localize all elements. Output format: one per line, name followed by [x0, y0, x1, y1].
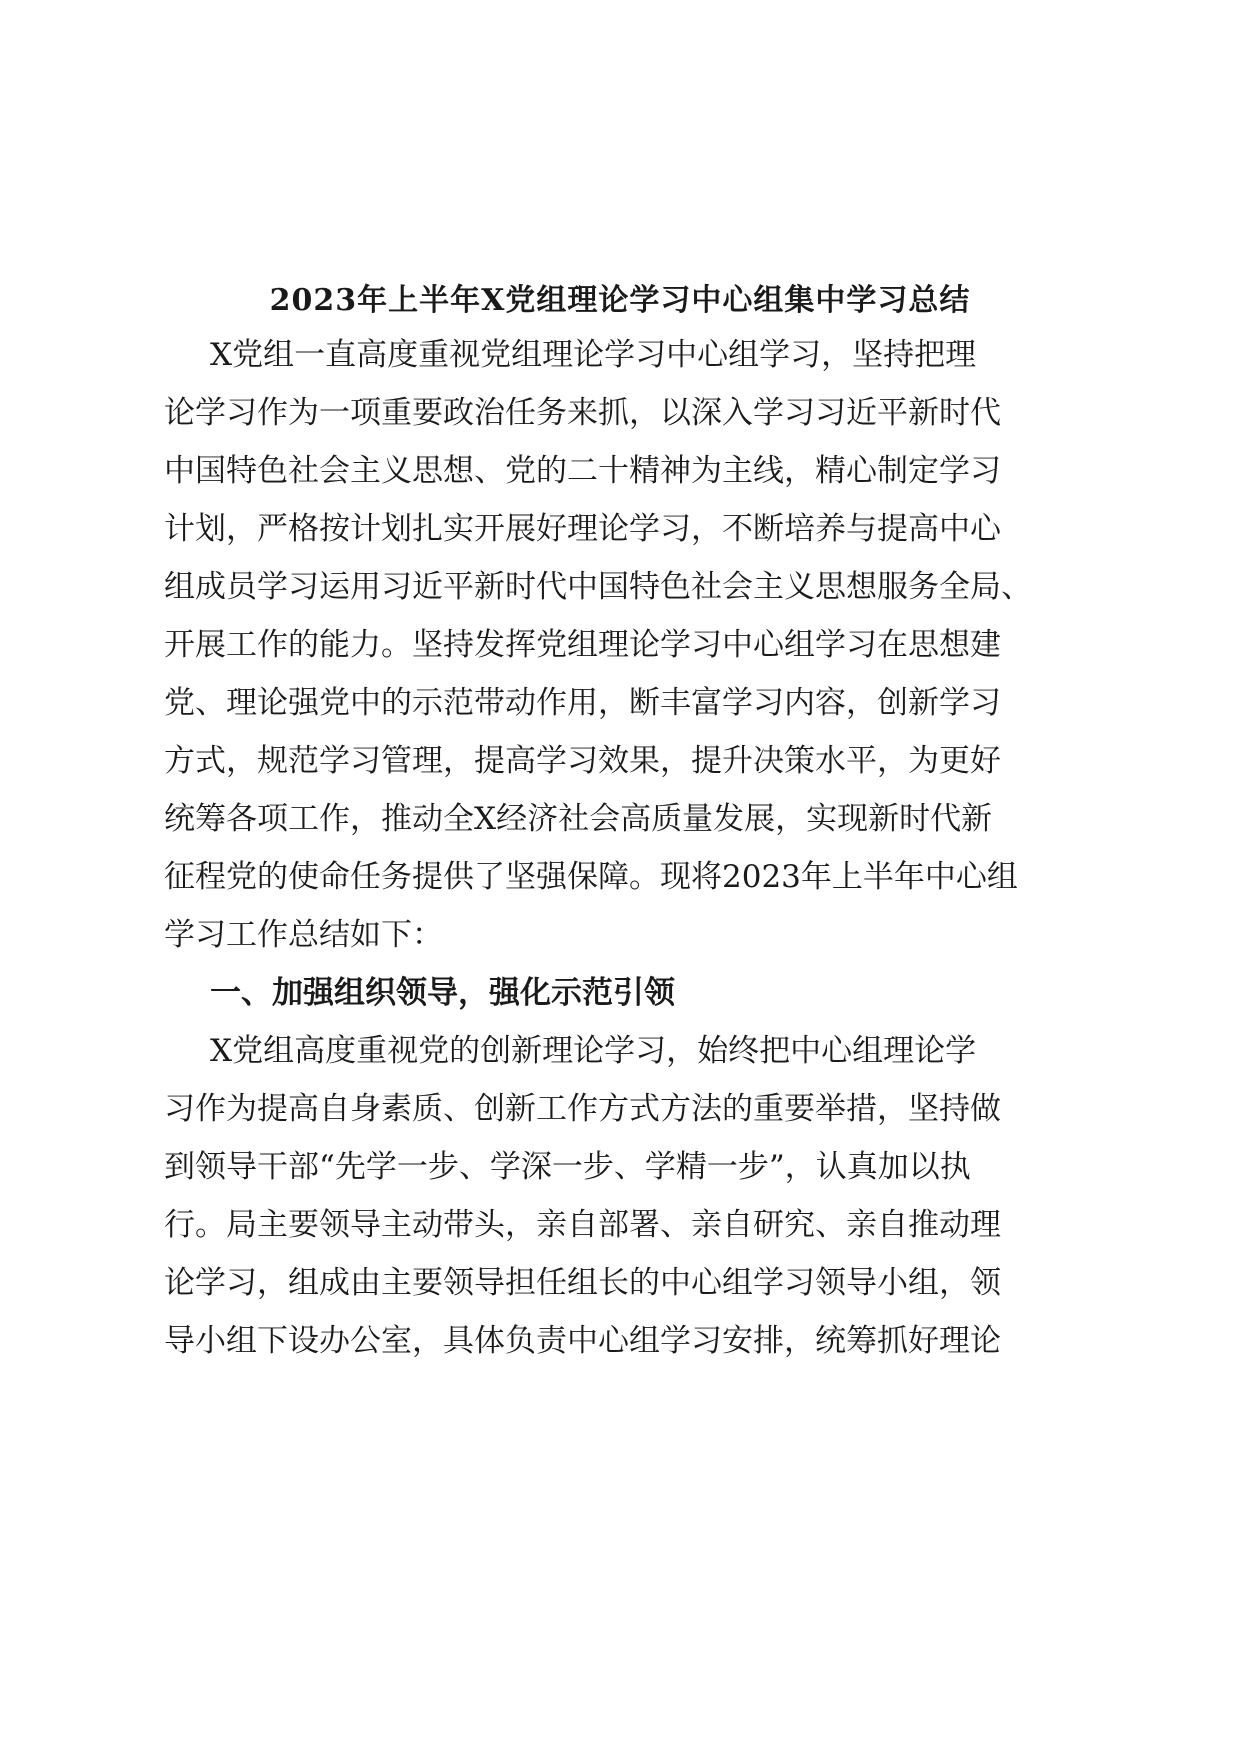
- paragraph-1-line: 论学习作为一项重要政治任务来抓，以深入学习习近平新时代: [164, 395, 1001, 431]
- paragraph-1-line: X党组一直高度重视党组理论学习中心组学习，坚持把理: [210, 337, 977, 373]
- document-title: 2023年上半年X党组理论学习中心组集中学习总结: [269, 283, 971, 318]
- paragraph-1-line: 学习工作总结如下：: [164, 917, 443, 953]
- paragraph-2-line: 到领导干部“先学一步、学深一步、学精一步”，认真加以执: [164, 1149, 971, 1185]
- paragraph-1-line: 计划，严格按计划扎实开展好理论学习，不断培养与提高中心: [164, 511, 1001, 547]
- paragraph-1-line: 组成员学习运用习近平新时代中国特色社会主义思想服务全局、: [164, 569, 1032, 605]
- paragraph-2-line: 行。局主要领导主动带头，亲自部署、亲自研究、亲自推动理: [164, 1207, 1001, 1243]
- paragraph-2-line: 论学习，组成由主要领导担任组长的中心组学习领导小组，领: [164, 1265, 1001, 1301]
- paragraph-1-line: 统筹各项工作，推动全X经济社会高质量发展，实现新时代新: [164, 801, 993, 837]
- paragraph-1-line: 征程党的使命任务提供了坚强保障。现将2023年上半年中心组: [164, 859, 1018, 895]
- paragraph-1-line: 党、理论强党中的示范带动作用，断丰富学习内容，创新学习: [164, 685, 1001, 721]
- paragraph-2-line: X党组高度重视党的创新理论学习，始终把中心组理论学: [210, 1033, 977, 1069]
- paragraph-2-line: 习作为提高自身素质、创新工作方式方法的重要举措，坚持做: [164, 1091, 1001, 1127]
- paragraph-1-line: 方式，规范学习管理，提高学习效果，提升决策水平，为更好: [164, 743, 1001, 779]
- paragraph-1-line: 开展工作的能力。坚持发挥党组理论学习中心组学习在思想建: [164, 627, 1001, 663]
- section-heading: 一、加强组织领导，强化示范引领: [210, 975, 675, 1011]
- paragraph-2-line: 导小组下设办公室，具体负责中心组学习安排，统筹抓好理论: [164, 1323, 1001, 1359]
- paragraph-1-line: 中国特色社会主义思想、党的二十精神为主线，精心制定学习: [164, 453, 1001, 489]
